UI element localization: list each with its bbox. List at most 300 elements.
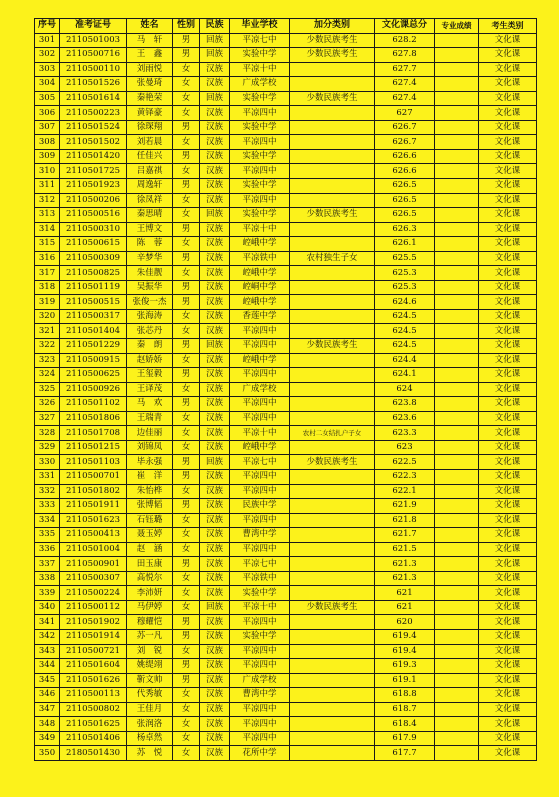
total-score-cell: 620 — [375, 615, 435, 630]
exam-id-cell: 2110501003 — [60, 33, 127, 48]
gender-cell: 男 — [173, 280, 200, 295]
total-score-cell: 626.6 — [375, 164, 435, 179]
total-score-cell: 618.4 — [375, 717, 435, 732]
exam-id-cell: 2110501004 — [60, 542, 127, 557]
name-cell: 王佳月 — [127, 702, 173, 717]
table-row — [35, 193, 537, 208]
table-row — [35, 33, 537, 48]
name-cell: 边佳丽 — [127, 426, 173, 441]
total-score-cell: 627.7 — [375, 62, 435, 77]
ethnicity-cell: 汉族 — [200, 629, 230, 644]
gender-cell: 男 — [173, 179, 200, 194]
name-cell: 苏一凡 — [127, 629, 173, 644]
school-cell: 平凉四中 — [230, 542, 290, 557]
ethnicity-cell: 汉族 — [200, 411, 230, 426]
seq-cell: 326 — [35, 397, 60, 412]
name-cell: 张博韬 — [127, 499, 173, 514]
major-score-cell — [435, 731, 479, 746]
gender-cell: 女 — [173, 91, 200, 106]
school-cell: 平凉四中 — [230, 615, 290, 630]
name-cell: 王玺毅 — [127, 368, 173, 383]
total-score-cell: 625.3 — [375, 280, 435, 295]
gender-cell: 男 — [173, 251, 200, 266]
school-cell: 平凉四中 — [230, 135, 290, 150]
major-score-cell — [435, 179, 479, 194]
category-cell: 文化课 — [479, 659, 537, 674]
ethnicity-cell: 汉族 — [200, 368, 230, 383]
school-cell: 平凉四中 — [230, 193, 290, 208]
category-cell: 文化课 — [479, 469, 537, 484]
total-score-cell: 621.3 — [375, 571, 435, 586]
ethnicity-cell: 汉族 — [200, 382, 230, 397]
exam-id-cell: 2110501914 — [60, 629, 127, 644]
name-cell: 刘锦凤 — [127, 440, 173, 455]
category-cell: 文化课 — [479, 324, 537, 339]
seq-cell: 347 — [35, 702, 60, 717]
name-cell: 徐琛翔 — [127, 120, 173, 135]
bonus-category-cell: 少数民族考生 — [290, 600, 375, 615]
table-row — [35, 251, 537, 266]
exam-id-cell: 2110501806 — [60, 411, 127, 426]
major-score-cell — [435, 193, 479, 208]
seq-cell: 345 — [35, 673, 60, 688]
total-score-cell: 626.3 — [375, 222, 435, 237]
name-cell: 吕嘉祺 — [127, 164, 173, 179]
total-score-cell: 619.4 — [375, 629, 435, 644]
school-cell: 平凉四中 — [230, 324, 290, 339]
exam-id-cell: 2110501725 — [60, 164, 127, 179]
ethnicity-cell: 回族 — [200, 91, 230, 106]
major-score-cell — [435, 557, 479, 572]
gender-cell: 女 — [173, 193, 200, 208]
name-cell: 朱佳靓 — [127, 266, 173, 281]
category-cell: 文化课 — [479, 397, 537, 412]
ethnicity-cell: 汉族 — [200, 164, 230, 179]
gender-cell: 男 — [173, 339, 200, 354]
major-score-cell — [435, 295, 479, 310]
bonus-category-cell — [290, 440, 375, 455]
gender-cell: 女 — [173, 702, 200, 717]
category-cell: 文化课 — [479, 586, 537, 601]
category-cell: 文化课 — [479, 702, 537, 717]
school-cell: 实验中学 — [230, 149, 290, 164]
seq-cell: 302 — [35, 48, 60, 63]
school-cell: 崆峨中学 — [230, 266, 290, 281]
seq-cell: 340 — [35, 600, 60, 615]
header-cell: 考生类别 — [479, 19, 537, 34]
total-score-cell: 621 — [375, 586, 435, 601]
gender-cell: 女 — [173, 237, 200, 252]
name-cell: 崔 洋 — [127, 469, 173, 484]
gender-cell: 男 — [173, 469, 200, 484]
table-row — [35, 91, 537, 106]
bonus-category-cell — [290, 280, 375, 295]
name-cell: 刘 锐 — [127, 644, 173, 659]
gender-cell: 男 — [173, 673, 200, 688]
major-score-cell — [435, 397, 479, 412]
bonus-category-cell — [290, 644, 375, 659]
bonus-category-cell — [290, 164, 375, 179]
gender-cell: 男 — [173, 222, 200, 237]
major-score-cell — [435, 33, 479, 48]
name-cell: 任佳兴 — [127, 149, 173, 164]
major-score-cell — [435, 164, 479, 179]
name-cell: 穆耀恺 — [127, 615, 173, 630]
total-score-cell: 621.5 — [375, 542, 435, 557]
seq-cell: 346 — [35, 688, 60, 703]
gender-cell: 女 — [173, 600, 200, 615]
seq-cell: 324 — [35, 368, 60, 383]
school-cell: 崆峨中学 — [230, 353, 290, 368]
exam-id-cell: 2110501604 — [60, 659, 127, 674]
ethnicity-cell: 汉族 — [200, 266, 230, 281]
exam-id-cell: 2110500802 — [60, 702, 127, 717]
major-score-cell — [435, 368, 479, 383]
table-row — [35, 586, 537, 601]
exam-id-cell: 2110500206 — [60, 193, 127, 208]
exam-id-cell: 2110500825 — [60, 266, 127, 281]
major-score-cell — [435, 571, 479, 586]
total-score-cell: 627.4 — [375, 77, 435, 92]
total-score-cell: 626.7 — [375, 120, 435, 135]
seq-cell: 350 — [35, 746, 60, 761]
gender-cell: 男 — [173, 48, 200, 63]
category-cell: 文化课 — [479, 426, 537, 441]
exam-id-cell: 2110501102 — [60, 397, 127, 412]
banner-strip — [0, 0, 559, 14]
exam-id-cell: 2110501229 — [60, 339, 127, 354]
seq-cell: 315 — [35, 237, 60, 252]
ethnicity-cell: 回族 — [200, 48, 230, 63]
bonus-category-cell — [290, 135, 375, 150]
exam-id-cell: 2110501524 — [60, 120, 127, 135]
ethnicity-cell: 汉族 — [200, 295, 230, 310]
ethnicity-cell: 汉族 — [200, 644, 230, 659]
name-cell: 石钰璐 — [127, 513, 173, 528]
seq-cell: 331 — [35, 469, 60, 484]
table-row — [35, 746, 537, 761]
ethnicity-cell: 汉族 — [200, 702, 230, 717]
exam-id-cell: 2110500926 — [60, 382, 127, 397]
bonus-category-cell — [290, 688, 375, 703]
exam-id-cell: 2110501923 — [60, 179, 127, 194]
category-cell: 文化课 — [479, 266, 537, 281]
exam-id-cell: 2110500307 — [60, 571, 127, 586]
exam-id-cell: 2110500310 — [60, 222, 127, 237]
total-score-cell: 626.6 — [375, 149, 435, 164]
table-row — [35, 280, 537, 295]
category-cell: 文化课 — [479, 499, 537, 514]
major-score-cell — [435, 149, 479, 164]
seq-cell: 320 — [35, 309, 60, 324]
table-row — [35, 48, 537, 63]
school-cell: 曹湾中学 — [230, 528, 290, 543]
total-score-cell: 626.5 — [375, 193, 435, 208]
school-cell: 平凉四中 — [230, 339, 290, 354]
bonus-category-cell — [290, 62, 375, 77]
category-cell: 文化课 — [479, 237, 537, 252]
category-cell: 文化课 — [479, 193, 537, 208]
major-score-cell — [435, 266, 479, 281]
major-score-cell — [435, 455, 479, 470]
school-cell: 平凉四中 — [230, 397, 290, 412]
bonus-category-cell: 少数民族考生 — [290, 33, 375, 48]
total-score-cell: 619.3 — [375, 659, 435, 674]
school-cell: 实验中学 — [230, 629, 290, 644]
major-score-cell — [435, 513, 479, 528]
bonus-category-cell — [290, 702, 375, 717]
category-cell: 文化课 — [479, 208, 537, 223]
seq-cell: 316 — [35, 251, 60, 266]
name-cell: 徐凤祥 — [127, 193, 173, 208]
seq-cell: 318 — [35, 280, 60, 295]
gender-cell: 女 — [173, 382, 200, 397]
name-cell: 张曼琦 — [127, 77, 173, 92]
table-row — [35, 149, 537, 164]
ethnicity-cell: 汉族 — [200, 193, 230, 208]
category-cell: 文化课 — [479, 629, 537, 644]
exam-id-cell: 2110500625 — [60, 368, 127, 383]
school-cell: 实验中学 — [230, 91, 290, 106]
seq-cell: 333 — [35, 499, 60, 514]
category-cell: 文化课 — [479, 280, 537, 295]
major-score-cell — [435, 309, 479, 324]
exam-id-cell: 2110500224 — [60, 586, 127, 601]
school-cell: 崆峨中学 — [230, 440, 290, 455]
major-score-cell — [435, 353, 479, 368]
total-score-cell: 618.7 — [375, 702, 435, 717]
major-score-cell — [435, 586, 479, 601]
total-score-cell: 623.8 — [375, 397, 435, 412]
major-score-cell — [435, 339, 479, 354]
ethnicity-cell: 汉族 — [200, 746, 230, 761]
category-cell: 文化课 — [479, 571, 537, 586]
table-row — [35, 295, 537, 310]
exam-id-cell: 2110501406 — [60, 731, 127, 746]
school-cell: 平凉四中 — [230, 644, 290, 659]
name-cell: 毕永强 — [127, 455, 173, 470]
seq-cell: 314 — [35, 222, 60, 237]
name-cell: 陈 蓉 — [127, 237, 173, 252]
major-score-cell — [435, 77, 479, 92]
exam-id-cell: 2110501802 — [60, 484, 127, 499]
school-cell: 平凉七中 — [230, 557, 290, 572]
ethnicity-cell: 汉族 — [200, 106, 230, 121]
category-cell: 文化课 — [479, 251, 537, 266]
seq-cell: 317 — [35, 266, 60, 281]
seq-cell: 341 — [35, 615, 60, 630]
seq-cell: 334 — [35, 513, 60, 528]
header-row — [35, 19, 537, 34]
exam-id-cell: 2110501420 — [60, 149, 127, 164]
gender-cell: 女 — [173, 440, 200, 455]
ethnicity-cell: 汉族 — [200, 484, 230, 499]
name-cell: 杨卓然 — [127, 731, 173, 746]
category-cell: 文化课 — [479, 440, 537, 455]
table-row — [35, 382, 537, 397]
exam-id-cell: 2110500110 — [60, 62, 127, 77]
exam-id-cell: 2110500413 — [60, 528, 127, 543]
total-score-cell: 623 — [375, 440, 435, 455]
seq-cell: 303 — [35, 62, 60, 77]
seq-cell: 307 — [35, 120, 60, 135]
school-cell: 平凉四中 — [230, 411, 290, 426]
total-score-cell: 622.1 — [375, 484, 435, 499]
bonus-category-cell — [290, 571, 375, 586]
school-cell: 平凉七中 — [230, 455, 290, 470]
name-cell: 黄铎豪 — [127, 106, 173, 121]
bonus-category-cell: 少数民族考生 — [290, 91, 375, 106]
exam-id-cell: 2110500701 — [60, 469, 127, 484]
gender-cell: 女 — [173, 426, 200, 441]
gender-cell: 男 — [173, 455, 200, 470]
total-score-cell: 625.5 — [375, 251, 435, 266]
table-body — [35, 33, 537, 760]
category-cell: 文化课 — [479, 615, 537, 630]
gender-cell: 女 — [173, 266, 200, 281]
bonus-category-cell: 少数民族考生 — [290, 455, 375, 470]
major-score-cell — [435, 644, 479, 659]
category-cell: 文化课 — [479, 295, 537, 310]
table-row — [35, 600, 537, 615]
category-cell: 文化课 — [479, 149, 537, 164]
gender-cell: 女 — [173, 484, 200, 499]
ethnicity-cell: 回族 — [200, 339, 230, 354]
ethnicity-cell: 汉族 — [200, 440, 230, 455]
seq-cell: 309 — [35, 149, 60, 164]
seq-cell: 305 — [35, 91, 60, 106]
name-cell: 刘雨悦 — [127, 62, 173, 77]
gender-cell: 女 — [173, 717, 200, 732]
seq-cell: 339 — [35, 586, 60, 601]
name-cell: 王译茂 — [127, 382, 173, 397]
total-score-cell: 617.9 — [375, 731, 435, 746]
category-cell: 文化课 — [479, 353, 537, 368]
seq-cell: 337 — [35, 557, 60, 572]
school-cell: 平凉铁中 — [230, 571, 290, 586]
major-score-cell — [435, 91, 479, 106]
exam-id-cell: 2110501626 — [60, 673, 127, 688]
major-score-cell — [435, 222, 479, 237]
category-cell: 文化课 — [479, 455, 537, 470]
seq-cell: 329 — [35, 440, 60, 455]
bonus-category-cell — [290, 411, 375, 426]
gender-cell: 女 — [173, 542, 200, 557]
category-cell: 文化课 — [479, 484, 537, 499]
seq-cell: 325 — [35, 382, 60, 397]
table-row — [35, 484, 537, 499]
major-score-cell — [435, 135, 479, 150]
table-row — [35, 237, 537, 252]
exam-id-cell: 2110501404 — [60, 324, 127, 339]
total-score-cell: 622.3 — [375, 469, 435, 484]
table-row — [35, 77, 537, 92]
results-table — [34, 18, 537, 761]
major-score-cell — [435, 280, 479, 295]
seq-cell: 323 — [35, 353, 60, 368]
gender-cell: 女 — [173, 411, 200, 426]
exam-id-cell: 2110501119 — [60, 280, 127, 295]
total-score-cell: 624.6 — [375, 295, 435, 310]
school-cell: 实验中学 — [230, 48, 290, 63]
table-row — [35, 731, 537, 746]
table-row — [35, 106, 537, 121]
exam-id-cell: 2110501103 — [60, 455, 127, 470]
ethnicity-cell: 汉族 — [200, 309, 230, 324]
school-cell: 曹湾中学 — [230, 688, 290, 703]
ethnicity-cell: 汉族 — [200, 673, 230, 688]
exam-id-cell: 2180501430 — [60, 746, 127, 761]
ethnicity-cell: 汉族 — [200, 149, 230, 164]
school-cell: 广成学校 — [230, 77, 290, 92]
bonus-category-cell: 农村独生子女 — [290, 251, 375, 266]
table-row — [35, 411, 537, 426]
exam-id-cell: 2110500515 — [60, 295, 127, 310]
bonus-category-cell — [290, 673, 375, 688]
table-row — [35, 324, 537, 339]
major-score-cell — [435, 411, 479, 426]
category-cell: 文化课 — [479, 77, 537, 92]
school-cell: 平凉四中 — [230, 164, 290, 179]
seq-cell: 342 — [35, 629, 60, 644]
ethnicity-cell: 汉族 — [200, 557, 230, 572]
table-row — [35, 717, 537, 732]
exam-id-cell: 2110501614 — [60, 91, 127, 106]
gender-cell: 男 — [173, 499, 200, 514]
ethnicity-cell: 回族 — [200, 33, 230, 48]
total-score-cell: 621.7 — [375, 528, 435, 543]
bonus-category-cell — [290, 499, 375, 514]
school-cell: 平凉铁中 — [230, 251, 290, 266]
major-score-cell — [435, 673, 479, 688]
major-score-cell — [435, 615, 479, 630]
name-cell: 代秀敏 — [127, 688, 173, 703]
bonus-category-cell: 少数民族考生 — [290, 339, 375, 354]
category-cell: 文化课 — [479, 513, 537, 528]
category-cell: 文化课 — [479, 222, 537, 237]
gender-cell: 女 — [173, 353, 200, 368]
exam-id-cell: 2110500516 — [60, 208, 127, 223]
seq-cell: 338 — [35, 571, 60, 586]
name-cell: 秦艳荣 — [127, 91, 173, 106]
table-row — [35, 339, 537, 354]
category-cell: 文化课 — [479, 557, 537, 572]
gender-cell: 女 — [173, 586, 200, 601]
total-score-cell: 623.3 — [375, 426, 435, 441]
table-row — [35, 644, 537, 659]
major-score-cell — [435, 62, 479, 77]
school-cell: 平凉四中 — [230, 717, 290, 732]
bonus-category-cell — [290, 295, 375, 310]
ethnicity-cell: 回族 — [200, 208, 230, 223]
header-cell: 性别 — [173, 19, 200, 34]
name-cell: 张润洛 — [127, 717, 173, 732]
header-cell: 专业成绩 — [435, 19, 479, 34]
seq-cell: 343 — [35, 644, 60, 659]
exam-id-cell: 2110500317 — [60, 309, 127, 324]
category-cell: 文化课 — [479, 339, 537, 354]
seq-cell: 310 — [35, 164, 60, 179]
ethnicity-cell: 汉族 — [200, 251, 230, 266]
bonus-category-cell — [290, 368, 375, 383]
major-score-cell — [435, 702, 479, 717]
table-row — [35, 266, 537, 281]
header-cell: 序号 — [35, 19, 60, 34]
name-cell: 靳文帅 — [127, 673, 173, 688]
table-row — [35, 353, 537, 368]
category-cell: 文化课 — [479, 164, 537, 179]
total-score-cell: 621.8 — [375, 513, 435, 528]
